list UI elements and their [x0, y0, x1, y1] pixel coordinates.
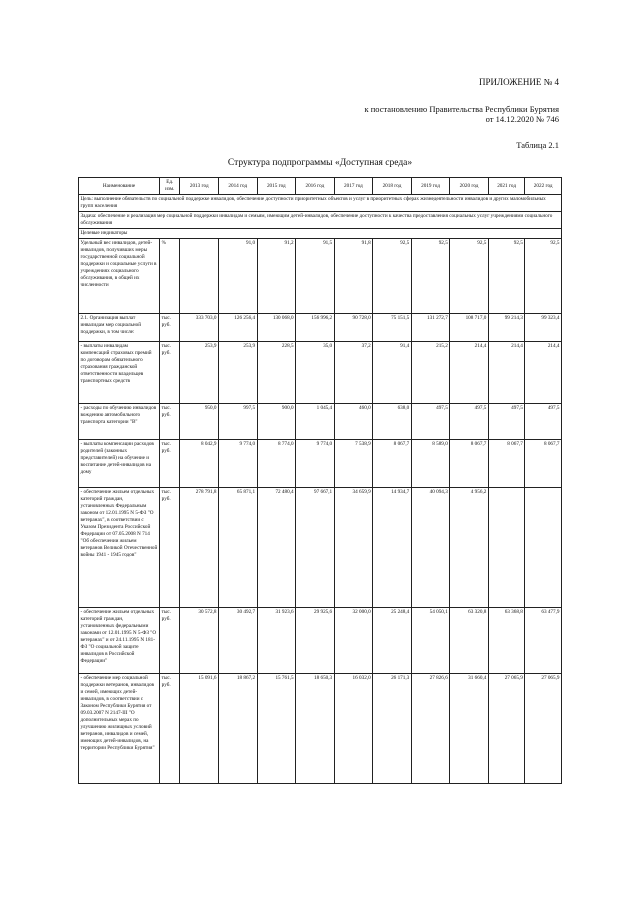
row-value: 27 065,9	[488, 674, 525, 784]
row-value: 214,4	[525, 342, 562, 404]
row-unit: тыс. руб.	[160, 440, 180, 488]
task-text: Задача: обеспечение и реализация мер социальной поддержки инвалидам и семьям, имеющим детей-инвалидов, обеспечение доступности к качества предоставления социальных услуг учреждениями социального обслуживания	[79, 212, 562, 229]
row-value: 8 067,7	[525, 440, 562, 488]
column-header: 2022 год	[525, 178, 562, 195]
row-value: 8 042,9	[180, 440, 219, 488]
appendix-number: ПРИЛОЖЕНИЕ № 4	[478, 77, 559, 87]
row-value: 253,9	[219, 342, 258, 404]
column-header: 2013 год	[180, 178, 219, 195]
row-value: 130 068,0	[257, 314, 296, 342]
row-value: 31 660,4	[450, 674, 489, 784]
row-value: 92,5	[411, 239, 450, 314]
row-value: 63 320,8	[450, 608, 489, 674]
row-value: 997,5	[219, 404, 258, 440]
row-name: - обеспечение мер социальной поддержки ветеранов, инвалидов и семей, имеющих детей-инвалидов, в соответствии с Законом Республики Бурятия от 09.03.2007 N 2147-III "О дополнительных мерах по улучшению жилищных условий ветеранов, инвалидов и семей, имеющих детей-инвалидов, на территории Республики Бурятия"	[79, 674, 160, 784]
row-unit: тыс. руб.	[160, 342, 180, 404]
row-value: 278 791,8	[180, 488, 219, 608]
row-value: 97 667,1	[296, 488, 335, 608]
row-value: 92,5	[488, 239, 525, 314]
row-value: 32 000,0	[334, 608, 373, 674]
row-value: 25 248,4	[373, 608, 412, 674]
row-name: - выплаты инвалидам компенсаций страховых премий по договорам обязательного страхования гражданской ответственности владельцев транспортных средств	[79, 342, 160, 404]
subprogram-structure-table	[78, 177, 562, 784]
column-header: 2016 год	[296, 178, 335, 195]
indicators-heading-row	[79, 229, 562, 239]
row-value: 30 572,8	[180, 608, 219, 674]
row-unit: тыс. руб.	[160, 314, 180, 342]
indicators-heading: Целевые индикаторы	[79, 229, 562, 239]
row-value: 333 703,0	[180, 314, 219, 342]
row-value: 27 826,6	[411, 674, 450, 784]
row-value: 7 538,9	[334, 440, 373, 488]
row-value: 126 256,4	[219, 314, 258, 342]
row-value: 63 368,8	[488, 608, 525, 674]
row-value: 99 323,4	[525, 314, 562, 342]
row-unit: тыс. руб.	[160, 608, 180, 674]
row-value: 99 214,3	[488, 314, 525, 342]
row-name: - обеспечение жильем отдельных категорий граждан, установленных федеральными законами от 12.01.1995 N 5-ФЗ "О ветеранах" и от 24.11.1995 N 181-ФЗ "О социальной защите инвалидов в Российской Федерации"	[79, 608, 160, 674]
row-value: 4 956,2	[450, 488, 489, 608]
row-value: 15 761,5	[257, 674, 296, 784]
row-value: 35,0	[296, 342, 335, 404]
table-row	[79, 440, 562, 488]
row-value: 91,8	[334, 239, 373, 314]
row-value: 18 867,2	[219, 674, 258, 784]
row-value: 497,5	[411, 404, 450, 440]
row-unit: тыс. руб.	[160, 404, 180, 440]
row-value: 37,2	[334, 342, 373, 404]
row-value: 27 065,9	[525, 674, 562, 784]
table-row	[79, 342, 562, 404]
table-row	[79, 314, 562, 342]
row-unit: тыс. руб.	[160, 488, 180, 608]
row-unit: %	[160, 239, 180, 314]
row-value: 31 923,6	[257, 608, 296, 674]
row-value: 1 045,4	[296, 404, 335, 440]
column-header: 2019 год	[411, 178, 450, 195]
column-header: 2021 год	[488, 178, 525, 195]
row-value: 40 094,3	[411, 488, 450, 608]
column-header: Наименование	[79, 178, 160, 195]
goal-text: Цель: выполнение обязательств по социальной поддержке инвалидов, обеспечение доступности приоритетных объектов и услуг в приоритетных сферах жизнедеятельности инвалидов и других маломобильных групп населения	[79, 195, 562, 212]
column-header: 2017 год	[334, 178, 373, 195]
row-value: 131 272,7	[411, 314, 450, 342]
table-number: Таблица 2.1	[516, 140, 559, 150]
row-value: 497,5	[488, 404, 525, 440]
row-value: 63 477,9	[525, 608, 562, 674]
row-value	[488, 488, 525, 608]
row-value: 9 774,0	[219, 440, 258, 488]
row-value: 215,2	[411, 342, 450, 404]
column-header: 2014 год	[219, 178, 258, 195]
row-name: - расходы по обучению инвалидов вождению автомобильного транспорта категории "В"	[79, 404, 160, 440]
row-value: 92,5	[450, 239, 489, 314]
row-value: 91,5	[296, 239, 335, 314]
row-value: 90 728,0	[334, 314, 373, 342]
column-header: 2018 год	[373, 178, 412, 195]
row-value: 54 050,1	[411, 608, 450, 674]
row-value: 91,0	[219, 239, 258, 314]
row-value: 497,5	[525, 404, 562, 440]
goal-row	[79, 195, 562, 212]
row-value: 18 650,3	[296, 674, 335, 784]
row-value: 75 151,5	[373, 314, 412, 342]
row-value: 8 067,7	[450, 440, 489, 488]
row-value: 72 480,4	[257, 488, 296, 608]
row-value: 34 659,9	[334, 488, 373, 608]
row-name: - обеспечение жильем отдельных категорий граждан, установленных Федеральным законом от 12.01.1995 N 5-ФЗ "О ветеранах", в соответствии с Указом Президента Российской Федерации от 07.05.2008 N 714 "Об обеспечении жильем ветеранов Великой Отечественной войны 1941 - 1945 годов"	[79, 488, 160, 608]
table-row	[79, 239, 562, 314]
table-row	[79, 674, 562, 784]
row-value: 91,4	[373, 342, 412, 404]
table-row	[79, 608, 562, 674]
row-value: 950,0	[180, 404, 219, 440]
row-value: 92,5	[525, 239, 562, 314]
row-value: 65 871,1	[219, 488, 258, 608]
row-value: 638,0	[373, 404, 412, 440]
row-value: 8 589,0	[411, 440, 450, 488]
table-row	[79, 404, 562, 440]
column-header: Ед. изм.	[160, 178, 180, 195]
row-value: 29 925,6	[296, 608, 335, 674]
row-value: 497,5	[450, 404, 489, 440]
decree-reference: к постановлению Правительства Республики Бурятия	[364, 104, 559, 114]
document-title: Структура подпрограммы «Доступная среда»	[227, 158, 413, 168]
row-value	[180, 239, 219, 314]
row-value: 253,9	[180, 342, 219, 404]
row-value: 16 032,0	[334, 674, 373, 784]
row-name: - выплаты компенсации расходов родителей (законных представителей) на обучение и воспитание детей-инвалидов на дому	[79, 440, 160, 488]
task-row	[79, 212, 562, 229]
row-name: Удельный вес инвалидов, детей-инвалидов, получивших меры государственной социальной поддержки и социальные услуги в учреждениях социального обслуживания, в общей их численности	[79, 239, 160, 314]
row-value: 91,2	[257, 239, 296, 314]
row-value: 228,5	[257, 342, 296, 404]
row-unit: тыс. руб.	[160, 674, 180, 784]
row-value: 900,0	[257, 404, 296, 440]
row-value: 214,4	[488, 342, 525, 404]
row-value: 214,4	[450, 342, 489, 404]
row-value: 460,0	[334, 404, 373, 440]
column-header: 2020 год	[450, 178, 489, 195]
column-header: 2015 год	[257, 178, 296, 195]
row-value: 8 774,0	[257, 440, 296, 488]
decree-date: от 14.12.2020 № 746	[485, 114, 559, 124]
row-value: 15 091,6	[180, 674, 219, 784]
row-value: 30 492,7	[219, 608, 258, 674]
row-value: 92,5	[373, 239, 412, 314]
row-name: 2.1. Организация выплат инвалидам мер социальной поддержки, в том числе:	[79, 314, 160, 342]
row-value: 9 774,0	[296, 440, 335, 488]
row-value	[525, 488, 562, 608]
table-header-row	[79, 178, 562, 195]
row-value: 14 934,7	[373, 488, 412, 608]
row-value: 108 717,0	[450, 314, 489, 342]
row-value: 8 067,7	[373, 440, 412, 488]
row-value: 156 996,2	[296, 314, 335, 342]
row-value: 26 171,3	[373, 674, 412, 784]
row-value: 8 067,7	[488, 440, 525, 488]
table-row	[79, 488, 562, 608]
